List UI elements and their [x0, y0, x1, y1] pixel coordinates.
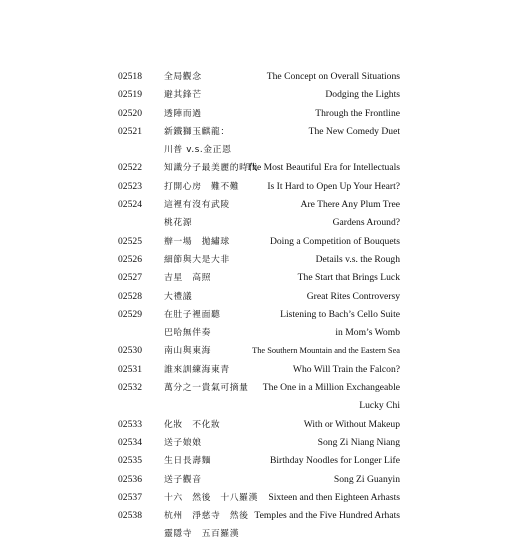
entry-code: 02531 — [118, 363, 142, 375]
list-item — [118, 269, 400, 287]
entry-english-title: The Most Beautiful Era for Intellectuals — [246, 162, 400, 174]
entry-english-title: Doing a Competition of Bouquets — [269, 235, 400, 247]
entry-chinese-title: 在肚子裡面聽 — [164, 309, 221, 320]
entry-code: 02528 — [118, 290, 142, 302]
entry-english-title: Through the Frontline — [315, 107, 400, 119]
list-item — [118, 507, 400, 525]
entry-chinese-title: 萬分之一貴氣可摘量 — [164, 383, 249, 394]
entry-chinese-title: 誰來訓練海東青 — [164, 364, 230, 375]
list-item — [118, 452, 400, 470]
list-item — [118, 233, 400, 251]
list-item — [118, 489, 400, 507]
list-item — [118, 141, 400, 159]
entry-code: 02530 — [118, 345, 142, 357]
entry-chinese-title: 生日長壽麵 — [164, 456, 211, 467]
entry-english-title: The New Comedy Duet — [308, 125, 400, 137]
list-item — [118, 105, 400, 123]
list-item — [118, 324, 400, 342]
entry-chinese-title: 送子觀音 — [164, 474, 202, 485]
entry-english-title: The One in a Million Exchangeable — [262, 382, 400, 394]
list-item — [118, 434, 400, 452]
list-item — [118, 123, 400, 141]
entry-english-title: Great Rites Controversy — [306, 290, 400, 302]
entry-chinese-title: 杭州 淨慈寺 然後 — [164, 511, 249, 522]
entry-english-title: Temples and the Five Hundred Arhats — [254, 510, 400, 522]
entry-english-title: Lucky Chi — [359, 400, 400, 412]
entry-chinese-title: 知識分子最美麗的時代 — [164, 163, 258, 174]
entry-list — [118, 68, 400, 544]
entry-chinese-title: 巴哈無伴奏 — [164, 328, 211, 339]
entry-english-title: Song Zi Guanyin — [333, 473, 400, 485]
entry-code: 02537 — [118, 491, 142, 503]
entry-code: 02519 — [118, 89, 142, 101]
list-item — [118, 342, 400, 360]
entry-chinese-title: 送子娘娘 — [164, 437, 202, 448]
list-item — [118, 306, 400, 324]
entry-code: 02535 — [118, 455, 142, 467]
entry-code: 02525 — [118, 235, 142, 247]
entry-english-title: Who Will Train the Falcon? — [292, 363, 400, 375]
entry-english-title: Listening to Bach’s Cello Suite — [280, 308, 400, 320]
entry-english-title: Sixteen and then Eighteen Arhasts — [268, 491, 400, 503]
entry-english-title: Birthday Noodles for Longer Life — [269, 455, 400, 467]
entry-code: 02534 — [118, 436, 142, 448]
entry-chinese-title: 南山與東海 — [164, 346, 211, 357]
entry-english-title: Are There Any Plum Tree — [300, 199, 400, 211]
entry-english-title: Gardens Around? — [332, 217, 400, 229]
entry-chinese-title: 這裡有沒有武陵 — [164, 200, 230, 211]
entry-english-title: Details v.s. the Rough — [315, 253, 400, 265]
entry-english-title: The Concept on Overall Situations — [266, 71, 400, 82]
entry-chinese-title: 全局觀念 — [164, 72, 202, 82]
entry-english-title: Song Zi Niang Niang — [317, 436, 400, 448]
list-item — [118, 379, 400, 397]
entry-chinese-title: 細節與大是大非 — [164, 254, 230, 265]
list-item — [118, 416, 400, 434]
entry-english-title: Is It Hard to Open Up Your Heart? — [267, 180, 400, 192]
entry-code: 02522 — [118, 162, 142, 174]
entry-english-title: in Mom’s Womb — [335, 327, 400, 339]
entry-chinese-title: 新鐵獅玉麒龍： — [164, 126, 230, 137]
list-item — [118, 525, 400, 543]
list-item — [118, 288, 400, 306]
entry-code: 02526 — [118, 253, 142, 265]
list-item — [118, 471, 400, 489]
entry-chinese-title: 打開心房 難不難 — [164, 181, 240, 192]
entry-chinese-title: 辦一場 拋繡球 — [164, 236, 230, 247]
entry-code: 02527 — [118, 272, 142, 284]
list-item — [118, 397, 400, 415]
entry-english-title: The Southern Mountain and the Eastern Sea — [252, 346, 400, 356]
list-item — [118, 214, 400, 232]
list-item — [118, 86, 400, 104]
entry-chinese-title: 大禮議 — [164, 291, 193, 302]
entry-english-title: The Start that Brings Luck — [297, 272, 400, 284]
entry-code: 02533 — [118, 418, 142, 430]
entry-chinese-title: 桃花源 — [164, 218, 193, 229]
entry-code: 02538 — [118, 510, 142, 522]
list-item — [118, 361, 400, 379]
entry-chinese-title: 化妝 不化妝 — [164, 419, 221, 430]
entry-chinese-title: 避其鋒芒 — [164, 90, 202, 101]
entry-code: 02529 — [118, 308, 142, 320]
entry-chinese-title: 川普 v.s.金正恩 — [164, 145, 232, 156]
list-item — [118, 159, 400, 177]
entry-chinese-title: 靈隱寺 五百羅漢 — [164, 529, 240, 540]
entry-code: 02532 — [118, 382, 142, 394]
entry-code: 02536 — [118, 473, 142, 485]
entry-code: 02518 — [118, 71, 142, 82]
entry-chinese-title: 透陣而過 — [164, 108, 202, 119]
list-item — [118, 196, 400, 214]
list-item — [118, 251, 400, 269]
entry-code: 02524 — [118, 199, 142, 211]
list-item — [118, 178, 400, 196]
entry-chinese-title: 十六 然後 十八羅漢 — [164, 492, 258, 503]
entry-code: 02520 — [118, 107, 142, 119]
entry-english-title: Dodging the Lights — [325, 89, 400, 101]
entry-code: 02521 — [118, 125, 142, 137]
entry-code: 02523 — [118, 180, 142, 192]
entry-chinese-title: 吉星 高照 — [164, 273, 211, 284]
list-item — [118, 68, 400, 86]
entry-english-title: With or Without Makeup — [303, 418, 400, 430]
